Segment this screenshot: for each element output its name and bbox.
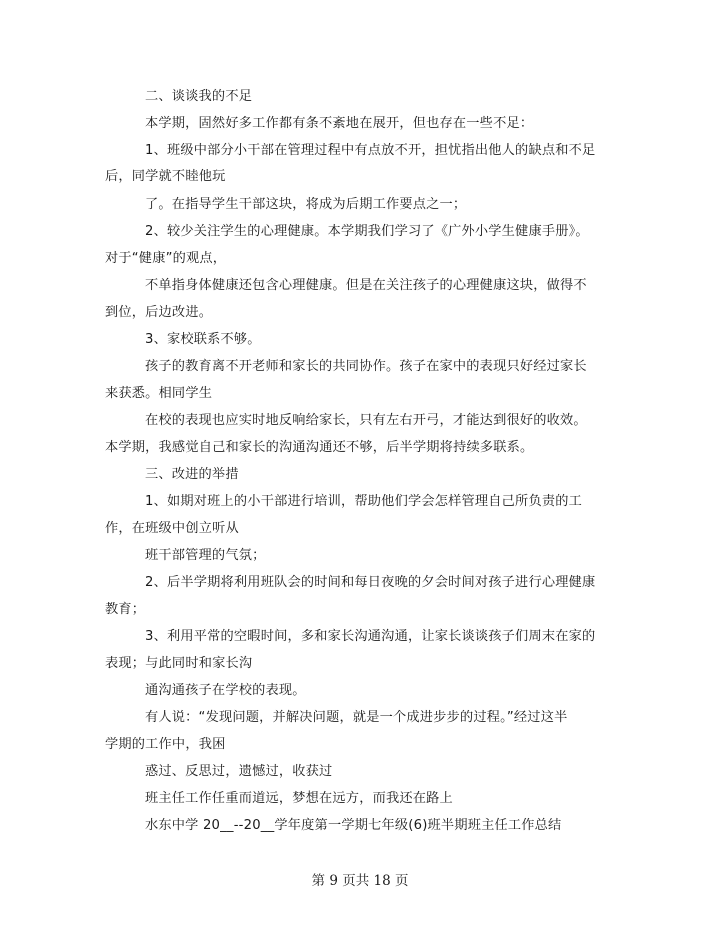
paragraph-line: 有人说：“发现问题，并解决问题，就是一个成进步步的过程。”经过这半	[145, 710, 568, 725]
paragraph-line: 惑过、反思过，遗憾过，收获过	[145, 764, 333, 779]
paragraph-line: 教育；	[105, 602, 146, 617]
paragraph-line: 在校的表现也应实时地反响给家长，只有左右开弓，才能达到很好的收效。	[145, 413, 587, 428]
paragraph-line: 通沟通孩子在学校的表现。	[145, 683, 306, 698]
paragraph-line: 不单指身体健康还包含心理健康。但是在关注孩子的心理健康这块，做得不	[145, 278, 587, 293]
paragraph-line: 后，同学就不睦他玩	[105, 169, 226, 184]
paragraph-line: 孩子的教育离不开老师和家长的共同协作。孩子在家中的表现只好经过家长	[145, 359, 587, 374]
document-title-line: 水东中学 20__--20__学年度第一学期七年级(6)班半期班主任工作总结	[145, 818, 562, 833]
paragraph-line: 表现；与此同时和家长沟	[105, 656, 253, 671]
paragraph-line: 2、后半学期将利用班队会的时间和每日夜晚的夕会时间对孩子进行心理健康	[145, 575, 596, 590]
paragraph-line: 本学期，固然好多工作都有条不紊地在展开，但也存在一些不足：	[145, 116, 534, 131]
section-heading-improvements: 三、改进的举措	[145, 467, 239, 482]
paragraph-line: 3、家校联系不够。	[145, 332, 261, 347]
paragraph-line: 2、较少关注学生的心理健康。本学期我们学习了《广外小学生健康手册》。	[145, 224, 589, 239]
paragraph-line: 1、班级中部分小干部在管理过程中有点放不开，担忧指出他人的缺点和不足	[145, 143, 596, 158]
paragraph-line: 了。在指导学生干部这块，将成为后期工作要点之一；	[145, 197, 467, 212]
paragraph-line: 作，在班级中创立听从	[105, 521, 239, 536]
paragraph-line: 班干部管理的气氛；	[145, 548, 266, 563]
paragraph-line: 3、利用平常的空暇时间，多和家长沟通沟通，让家长谈谈孩子们周末在家的	[145, 629, 596, 644]
paragraph-line: 到位，后边改进。	[105, 305, 213, 320]
paragraph-line: 学期的工作中，我困	[105, 737, 226, 752]
page-number-footer: 第 9 页共 18 页	[311, 873, 409, 889]
paragraph-line: 1、如期对班上的小干部进行培训，帮助他们学会怎样管理自己所负责的工	[145, 494, 582, 509]
paragraph-line: 本学期，我感觉自己和家长的沟通沟通还不够，后半学期将持续多联系。	[105, 440, 534, 455]
paragraph-line: 来获悉。相同学生	[105, 386, 213, 401]
section-heading-shortcomings: 二、谈谈我的不足	[145, 89, 253, 104]
paragraph-line: 对于“健康”的观点，	[105, 251, 227, 266]
paragraph-line: 班主任工作任重而道远，梦想在远方，而我还在路上	[145, 791, 453, 806]
